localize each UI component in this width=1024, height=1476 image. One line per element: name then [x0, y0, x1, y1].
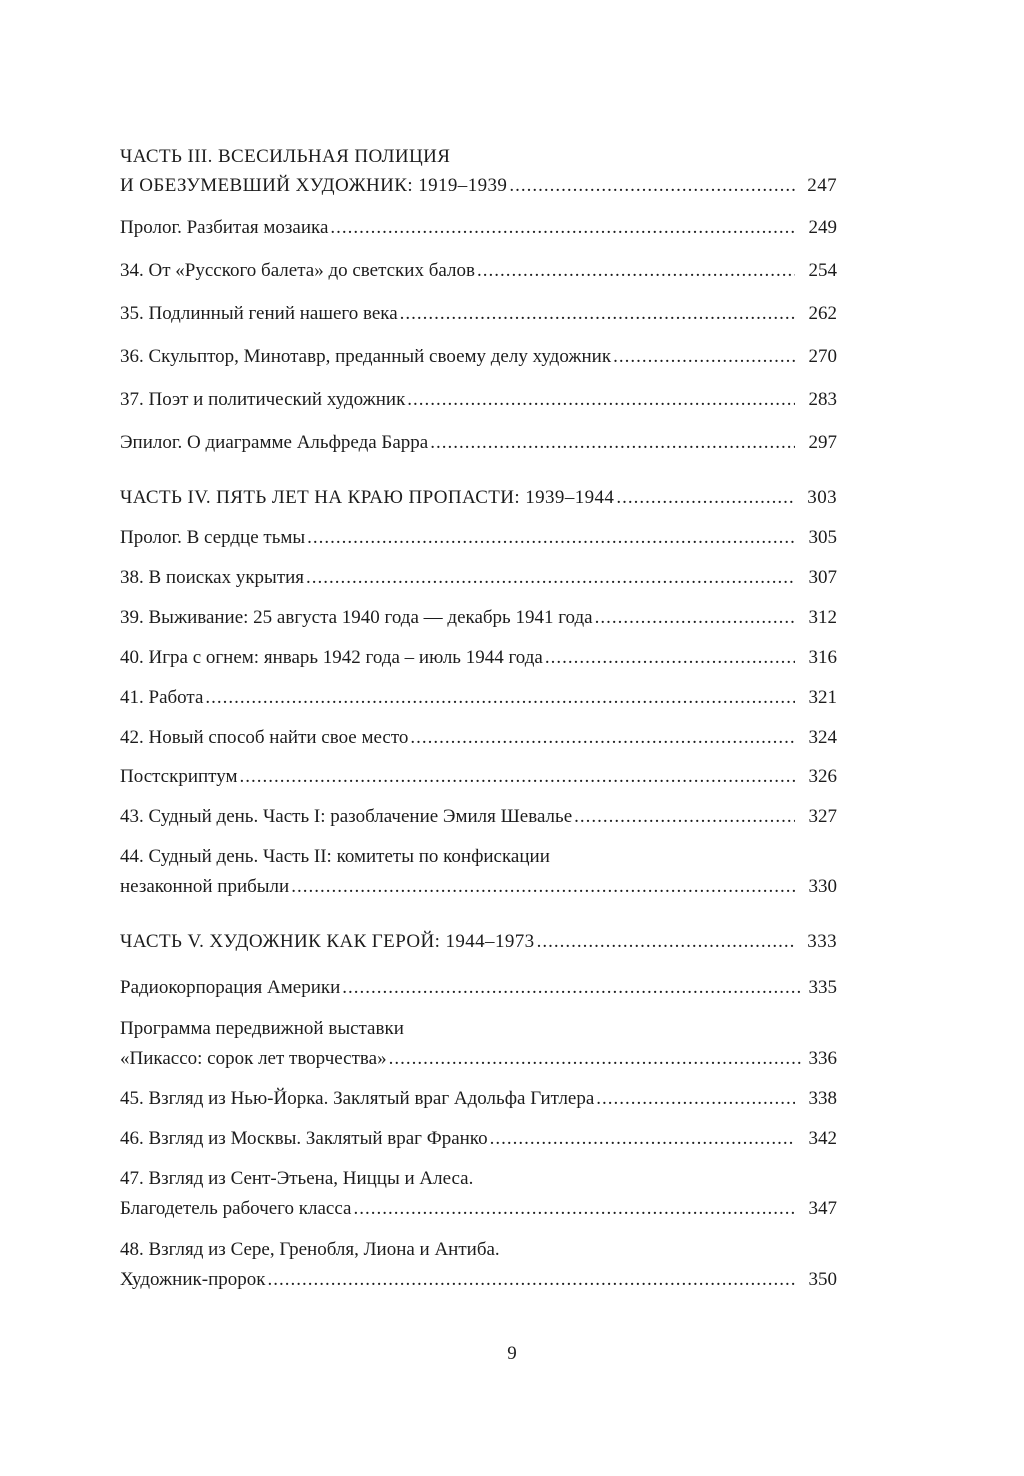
page-number: 336 — [808, 1048, 837, 1069]
page-number: 316 — [808, 647, 837, 668]
entry-label: 37. Поэт и политический художник — [120, 389, 406, 410]
toc-entry[interactable] — [120, 1047, 837, 1071]
entry-label: 39. Выживание: 25 августа 1940 года — декабрь 1941 года — [120, 607, 593, 628]
entry-label: 41. Работа — [120, 687, 204, 708]
part-3-title-line[interactable] — [120, 174, 837, 198]
entry-label: Радиокорпорация Америки — [120, 977, 341, 998]
toc-entry[interactable] — [120, 259, 837, 283]
toc-entry[interactable] — [120, 526, 837, 550]
page-number: 347 — [808, 1198, 837, 1219]
leader-dots — [490, 1127, 795, 1151]
leader-dots — [307, 526, 795, 550]
page-number: 333 — [807, 931, 837, 952]
leader-dots — [400, 302, 795, 326]
leader-dots — [342, 976, 803, 1000]
leader-dots — [410, 726, 795, 750]
leader-dots — [613, 345, 795, 369]
entry-label: 45. Взгляд из Нью-Йорка. Заклятый враг Адольфа Гитлера — [120, 1088, 595, 1109]
toc-entry[interactable] — [120, 606, 837, 630]
entry-label: Постскриптум — [120, 766, 238, 787]
page-number: 262 — [808, 303, 837, 324]
page-number: 297 — [808, 432, 837, 453]
entry-label: 36. Скульптор, Минотавр, преданный своему делу художник — [120, 346, 612, 367]
entry-label: 42. Новый способ найти свое место — [120, 727, 409, 748]
page-number: 330 — [808, 876, 837, 897]
toc-entry[interactable] — [120, 726, 837, 750]
toc-entry[interactable] — [120, 646, 837, 670]
leader-dots — [389, 1047, 803, 1071]
entry-label-line2: Художник-пророк — [120, 1269, 266, 1290]
toc-entry[interactable] — [120, 805, 837, 829]
leader-dots — [430, 431, 795, 455]
page-number: 270 — [808, 346, 837, 367]
leader-dots — [205, 686, 795, 710]
page-number: 321 — [808, 687, 837, 708]
toc-entry[interactable] — [120, 686, 837, 710]
leader-dots — [306, 566, 795, 590]
leader-dots — [291, 875, 795, 899]
part-3-title-line2: И ОБЕЗУМЕВШИЙ ХУДОЖНИК: 1919–1939 — [120, 175, 508, 196]
page-number: 312 — [808, 607, 837, 628]
page-number: 335 — [808, 977, 837, 998]
page-number: 303 — [807, 487, 837, 508]
entry-label: 40. Игра с огнем: январь 1942 года – июль 1944 года — [120, 647, 543, 668]
entry-label: 35. Подлинный гений нашего века — [120, 303, 398, 324]
entry-label-line2: незаконной прибыли — [120, 876, 290, 897]
part-4-title-line[interactable] — [120, 486, 837, 510]
leader-dots — [240, 765, 796, 789]
toc-entry[interactable] — [120, 431, 837, 455]
entry-label: Пролог. В сердце тьмы — [120, 527, 306, 548]
leader-dots — [477, 259, 795, 283]
toc-entry[interactable] — [120, 566, 837, 590]
page-number: 326 — [808, 766, 837, 787]
part-4-title: ЧАСТЬ IV. ПЯТЬ ЛЕТ НА КРАЮ ПРОПАСТИ: 1939–1944 — [120, 487, 615, 508]
toc-entry[interactable] — [120, 976, 837, 1000]
part-5-title-line[interactable] — [120, 930, 837, 954]
entry-label-line1: 44. Судный день. Часть II: комитеты по конфискации — [120, 846, 550, 867]
leader-dots — [545, 646, 795, 670]
page-number: 342 — [808, 1128, 837, 1149]
entry-label: 43. Судный день. Часть I: разоблачение Эмиля Шевалье — [120, 806, 573, 827]
entry-label-line1: 47. Взгляд из Сент-Этьена, Ниццы и Алеса. — [120, 1168, 474, 1189]
toc-entry[interactable] — [120, 1087, 837, 1111]
entry-label-line1: 48. Взгляд из Сере, Гренобля, Лиона и Антиба. — [120, 1239, 500, 1260]
toc-entry[interactable] — [120, 1127, 837, 1151]
page-number: 305 — [808, 527, 837, 548]
entry-label: Эпилог. О диаграмме Альфреда Барра — [120, 432, 429, 453]
page-folio: 9 — [507, 1343, 517, 1364]
page-number: 350 — [808, 1269, 837, 1290]
leader-dots — [509, 174, 795, 198]
leader-dots — [537, 930, 795, 954]
toc-entry[interactable] — [120, 1268, 837, 1292]
page-number: 283 — [808, 389, 837, 410]
toc-entry[interactable] — [120, 875, 837, 899]
toc-entry[interactable] — [120, 216, 837, 240]
leader-dots — [330, 216, 795, 240]
toc-entry[interactable] — [120, 345, 837, 369]
entry-label: 34. От «Русского балета» до светских балов — [120, 260, 475, 281]
page-number: 324 — [808, 727, 837, 748]
page-number: 307 — [808, 567, 837, 588]
page-number: 249 — [808, 217, 837, 238]
page-number: 247 — [807, 175, 837, 196]
entry-label: 38. В поисках укрытия — [120, 567, 305, 588]
leader-dots — [574, 805, 795, 829]
leader-dots — [353, 1197, 795, 1221]
leader-dots — [595, 606, 795, 630]
entry-label-line1: Программа передвижной выставки — [120, 1018, 404, 1039]
leader-dots — [596, 1087, 795, 1111]
leader-dots — [407, 388, 795, 412]
page-number: 254 — [808, 260, 837, 281]
leader-dots — [616, 486, 795, 510]
leader-dots — [267, 1268, 795, 1292]
toc-entry[interactable] — [120, 1197, 837, 1221]
part-3-title-line1: ЧАСТЬ III. ВСЕСИЛЬНАЯ ПОЛИЦИЯ — [120, 146, 451, 167]
toc-entry[interactable] — [120, 388, 837, 412]
entry-label: Пролог. Разбитая мозаика — [120, 217, 329, 238]
entry-label: 46. Взгляд из Москвы. Заклятый враг Франко — [120, 1128, 488, 1149]
toc-entry[interactable] — [120, 302, 837, 326]
page-number: 338 — [808, 1088, 837, 1109]
entry-label-line2: Благодетель рабочего класса — [120, 1198, 352, 1219]
toc-entry[interactable] — [120, 765, 837, 789]
entry-label-line2: «Пикассо: сорок лет творчества» — [120, 1048, 387, 1069]
page-number: 327 — [808, 806, 837, 827]
part-5-title: ЧАСТЬ V. ХУДОЖНИК КАК ГЕРОЙ: 1944–1973 — [120, 931, 535, 952]
